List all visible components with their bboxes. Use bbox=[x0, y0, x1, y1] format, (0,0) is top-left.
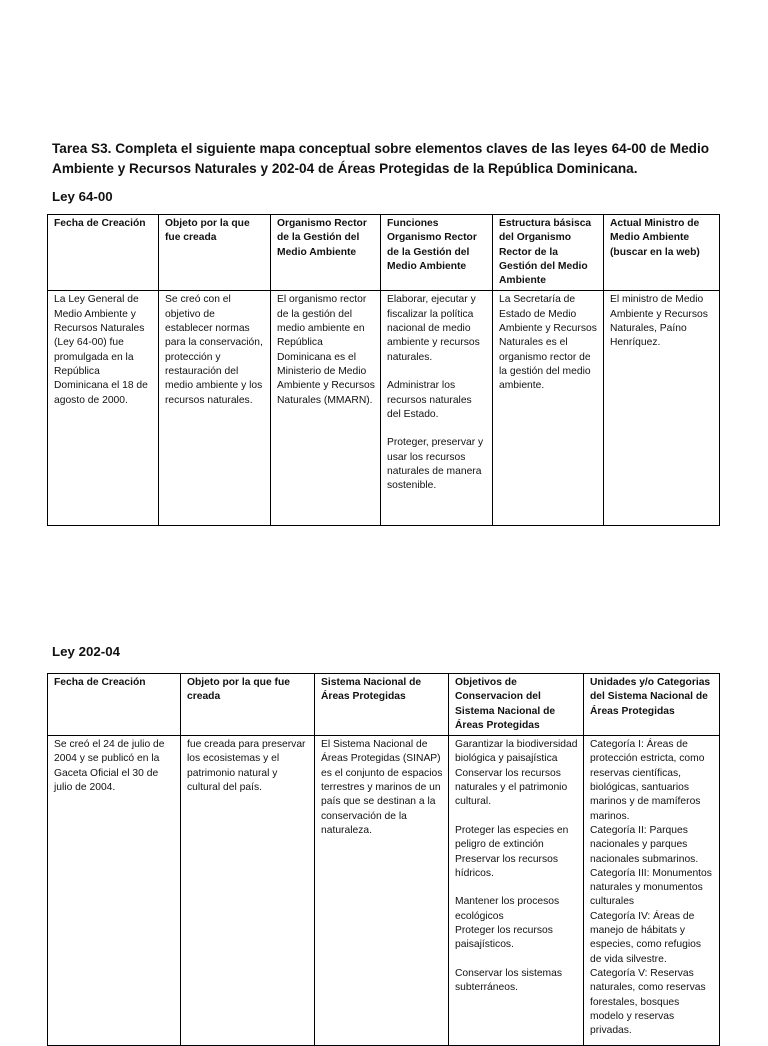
table-ley-64-00 bbox=[47, 214, 720, 526]
table-row bbox=[48, 291, 720, 526]
cell-fecha-creacion: Se creó el 24 de julio de 2004 y se publicó en la Gaceta Oficial el 30 de julio de 2004. bbox=[48, 736, 181, 1046]
header-estructura: Estructura básisca del Organismo Rector de la Gestión del Medio Ambiente bbox=[493, 215, 604, 291]
cell-objetivos-conservacion: Garantizar la biodiversidad biológica y paisajística Conservar los recursos naturales y el patrimonio cultural. Proteger las especies en peligro de extinción Preservar los recursos hídricos. Mantener los procesos ecológicos Proteger los recursos paisajísticos. Conservar los sistemas subterráneos. bbox=[449, 736, 584, 1046]
cell-fecha-creacion: La Ley General de Medio Ambiente y Recursos Naturales (Ley 64-00) fue promulgada en la República Dominicana el 18 de agosto de 2000. bbox=[48, 291, 159, 526]
cell-objeto: Se creó con el objetivo de establecer normas para la conservación, protección y restauración del medio ambiente y los recursos naturales. bbox=[159, 291, 271, 526]
header-fecha-creacion: Fecha de Creación bbox=[48, 674, 181, 736]
cell-ministro: El ministro de Medio Ambiente y Recursos Naturales, Paíno Henríquez. bbox=[604, 291, 720, 526]
header-objetivos-conservacion: Objetivos de Conservacion del Sistema Nacional de Áreas Protegidas bbox=[449, 674, 584, 736]
cell-objeto: fue creada para preservar los ecosistemas y el patrimonio natural y cultural del país. bbox=[181, 736, 315, 1046]
page-heading: Tarea S3. Completa el siguiente mapa conceptual sobre elementos claves de las leyes 64-00 de Medio Ambiente y Recursos Naturales y 202-04 de Áreas Protegidas de la República Dominicana. bbox=[52, 141, 710, 176]
header-objeto: Objeto por la que fue creada bbox=[159, 215, 271, 291]
table-ley-202-04 bbox=[47, 673, 720, 1046]
header-funciones: Funciones Organismo Rector de la Gestión del Medio Ambiente bbox=[381, 215, 493, 291]
table-row bbox=[48, 736, 720, 1046]
header-sistema-nacional: Sistema Nacional de Áreas Protegidas bbox=[315, 674, 449, 736]
header-objeto: Objeto por la que fue creada bbox=[181, 674, 315, 736]
cell-estructura: La Secretaría de Estado de Medio Ambiente y Recursos Naturales es el organismo rector de la gestión del medio ambiente. bbox=[493, 291, 604, 526]
cell-funciones: Elaborar, ejecutar y fiscalizar la política nacional de medio ambiente y recursos naturales. Administrar los recursos naturales del Estado. Proteger, preservar y usar los recursos naturales de manera sostenible. bbox=[381, 291, 493, 526]
header-categorias: Unidades y/o Categorias del Sistema Nacional de Áreas Protegidas bbox=[584, 674, 720, 736]
table-header-row bbox=[48, 215, 720, 291]
cell-sistema-nacional: El Sistema Nacional de Áreas Protegidas (SINAP) es el conjunto de espacios terrestres y marinos de un país que se destinan a la conservación de la naturaleza. bbox=[315, 736, 449, 1046]
table-header-row bbox=[48, 674, 720, 736]
section-label-ley-202-04: Ley 202-04 bbox=[52, 644, 121, 659]
cell-organismo-rector: El organismo rector de la gestión del medio ambiente en República Dominicana es el Ministerio de Medio Ambiente y Recursos Naturales (MMARN). bbox=[271, 291, 381, 526]
cell-categorias: Categoría I: Áreas de protección estricta, como reservas científicas, biológicas, santuarios marinos y de mamíferos marinos. Categoría II: Parques nacionales y parques nacionales submarinos. Categoría III: Monumentos naturales y monumentos culturales Categoría IV: Áreas de manejo de hábitats y especies, como refugios de vida silvestre. Categoría V: Reservas naturales, como reservas forestales, bosques modelo y reservas privadas. bbox=[584, 736, 720, 1046]
section-label-ley-64-00: Ley 64-00 bbox=[52, 189, 113, 204]
header-organismo-rector: Organismo Rector de la Gestión del Medio Ambiente bbox=[271, 215, 381, 291]
header-ministro: Actual Ministro de Medio Ambiente (buscar en la web) bbox=[604, 215, 720, 291]
header-fecha-creacion: Fecha de Creación bbox=[48, 215, 159, 291]
